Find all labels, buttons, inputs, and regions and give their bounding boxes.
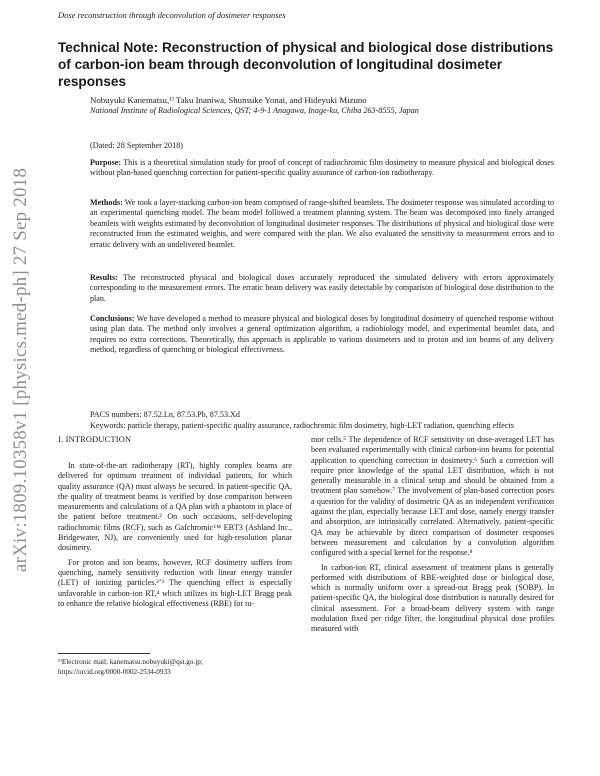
keywords: Keywords: particle therapy, patient-specific quality assurance, radiochromic film dosimetry, high-LET radiation, quenching effects xyxy=(90,421,514,430)
abstract-purpose xyxy=(90,158,554,179)
arxiv-identifier-margin xyxy=(6,150,36,590)
conclusions-text: We have developed a method to measure physical and biological doses by longitudinal dosimetry of quenched response without using plan data. The method only involves a general optimization algorithm, a radiobiology model, and experimental beamlet data, and requires no extra corrections. Theoretically, this approach is applicable to various dosimeters and to proton and ion beams of any delivery method, regardless of quenching or biological effectiveness. xyxy=(90,314,554,355)
footnote-divider xyxy=(58,653,150,654)
running-head: Dose reconstruction through deconvolution of dosimeter responses xyxy=(58,10,286,20)
left-paragraph-1: In state-of-the-art radiotherapy (RT), highly complex beams are delivered for optimum treatment of individual patients, for which quality assurance (QA) must always be secured. In patient-specific QA, the quality of treatment beams is verified by dose comparison between measurements and calculations of a QA plan with a phantom in place of the patient before treatment.² On such occasions, self-developing radiochromic films (RCF), such as Gafchromic™ EBT3 (Ashland Inc., Bridgewater, NJ), are conveniently used for high-resolution planar dosimetry. xyxy=(58,461,292,553)
purpose-label: Purpose: xyxy=(90,158,122,167)
left-column xyxy=(58,461,292,613)
methods-label: Methods: xyxy=(90,198,123,207)
dated-line: (Dated: 28 September 2018) xyxy=(90,141,183,150)
right-paragraph-2: In carbon-ion RT, clinical assessment of treatment plans is generally performed with distributions of RBE-weighted dose or biological dose, which is normally uniform over a spread-out Bragg peak (SOBP). In patient-specific QA, the biological dose distribution is naturally desired for clinical assessment. For a broad-beam delivery system with range modulation fixed per ridge filter, the longitudinal physical dose profiles measured with xyxy=(311,562,554,634)
right-paragraph-1: mor cells.⁵ The dependence of RCF sensitivity on dose-averaged LET has been evaluated experimentally with clinical carbon-ion beams for potential application to quenching correction in dosimetry.⁶ Such a correction will require prior knowledge of the spatial LET distribution, which is not generally measurable in a clinical setup and should be obtained from a treatment plan somehow.⁷ The involvement of plan-based correction poses a question for the validity of dosimetric QA as an independent verification against the plan, especially because LET and dose, namely energy transfer and absorption, are intrinsically correlated. Alternatively, patient-specific QA may be achievable by direct comparison of dosimeter responses between measurement and calculation by a convolution algorithm configured with a special kernel for the response.⁸ xyxy=(311,435,554,558)
right-column xyxy=(311,435,554,639)
results-text: The reconstructed physical and biological doses accurately reproduced the simulated delivery with errors approximately corresponding to the measurement errors. The erratic beam delivery was easily detectable by comparison of biological dose distribution to the plan. xyxy=(90,273,554,303)
paper-title: Technical Note: Reconstruction of physical and biological dose distributions of carbon-ion beam through deconvolution of longitudinal dosimeter responses xyxy=(58,40,554,89)
left-paragraph-2: For proton and ion beams, however, RCF dosimetry suffers from quenching, namely sensitivity reduction with linear energy transfer (LET) of ionizing particles.²ʼ³ The quenching effect is especially unfavorable in carbon-ion RT,⁴ which utilizes its high-LET Bragg peak to enhance the relative biological effectiveness (RBE) for tu- xyxy=(58,557,292,608)
author-list: Nobuyuki Kanematsu,¹⁾ Taku Inaniwa, Shunsuke Yonai, and Hideyuki Mizuno xyxy=(90,95,367,105)
abstract-methods xyxy=(90,198,554,250)
conclusions-label: Conclusions: xyxy=(90,314,135,323)
results-label: Results: xyxy=(90,273,118,282)
affiliation: National Institute of Radiological Sciences, QST; 4-9-1 Anagawa, Inage-ku, Chiba 263-8555, Japan xyxy=(90,106,419,115)
purpose-text: This is a theoretical simulation study for proof of concept of radiochromic film dosimetry to measure physical and biological doses without plan-based quenching correction for patient-specific quality assurance of carbon-ion radiotherapy. xyxy=(90,158,554,178)
arxiv-identifier[interactable]: arXiv:1809.10358v1 [physics.med-ph] 27 Sep 2018 xyxy=(10,167,31,573)
pacs-numbers: PACS numbers: 87.52.Ln, 87.53.Pb, 87.53.Xd xyxy=(90,410,240,419)
abstract-conclusions xyxy=(90,314,554,356)
methods-text: We took a layer-stacking carbon-ion beam comprised of range-shifted beamlets. The dosimeter response was simulated according to an experimental quenching model. The beam model followed a treatment planning system. The beam was decomposed into finely arranged beamlets with weights estimated by deconvolution of longitudinal dosimeter responses. The distributions of physical and biological dose were reconstructed from the estimated weights, and were compared with the plan. We also evaluated the sensitivity to measurement errors and to erratic delivery with an undelivered beamlet. xyxy=(90,198,554,249)
footnote-orcid[interactable]: https://orcid.org/0000-0002-2534-0933 xyxy=(58,668,171,676)
abstract-results xyxy=(90,273,554,304)
footnote-email: ¹⁾Electronic mail: kanematsu.nobuyuki@qst.go.jp; xyxy=(58,658,203,666)
section-heading-introduction: I. INTRODUCTION xyxy=(58,435,132,444)
footnote xyxy=(58,657,292,677)
